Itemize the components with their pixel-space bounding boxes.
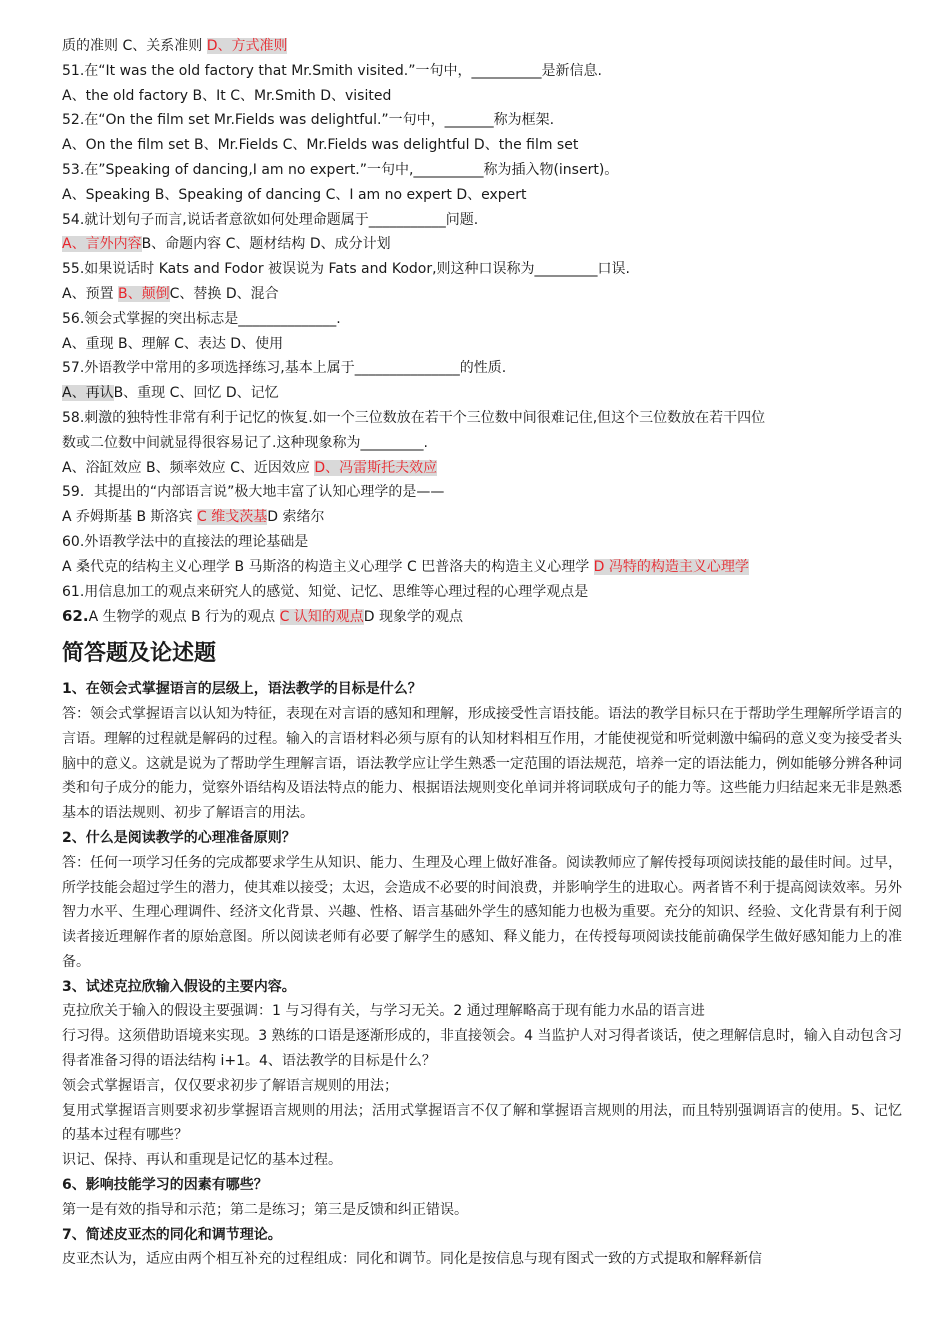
option-text: A、浴缸效应 B、频率效应 C、近因效应 (62, 459, 315, 476)
question-55-options (62, 282, 902, 307)
answer-1: 答：领会式掌握语言以认知为特征，表现在对言语的感知和理解，形成接受性言语技能。语法的教学目标只在于帮助学生理解所学语言的言语。理解的过程就是解码的过程。输入的言语材料必须与原有的认知材料相互作用，才能使视觉和听觉刺激中编码的意义变为接受者头脑中的意义。这就是说为了帮助学生理解言语，语法教学应让学生熟悉一定范围的语法规范，培养一定的语法能力，例如能够分辨各种词类和句子成分的能力，觉察外语结构及语法特点的能力、根据语法规则变化单词并将词联成句子的能力等。这些能力归结起来无非是熟悉基本的语法规则、初步了解语言的用法。 (62, 705, 902, 822)
option-text: A 生物学的观点 B 行为的观点 (88, 609, 280, 626)
answer-highlight: D、冯雷斯托夫效应 (314, 459, 438, 476)
question-55: 55.如果说话时 Kats and Fodor 被误说为 Fats and Kodor,则这种口误称为_________口误. (62, 261, 631, 278)
question-53: 53.在”Speaking of dancing,I am no expert.”一句中,__________称为插入物(insert)。 (62, 161, 619, 178)
answer-highlight: D、方式准则 (206, 38, 288, 54)
question-58-line1: 58.刺激的独特性非常有利于记忆的恢复.如一个三位数放在若干个三位数中间很难记住,但这个三位数放在若干四位 (62, 409, 766, 426)
question-52: 52.在“On the film set Mr.Fields was delightful.”一句中，_______称为框架. (62, 112, 555, 129)
option-text: 质的准则 C、关系准则 (62, 38, 207, 54)
answer-4-para: 复用式掌握语言则要求初步掌握语言规则的用法；活用式掌握语言不仅了解和掌握语言规则的用法，而且特别强调语言的使用。5、记忆的基本过程有哪些？ (62, 1102, 902, 1144)
option-text: A 乔姆斯基 B 斯洛宾 (62, 509, 197, 526)
option-text: C、替换 D、混合 (169, 285, 279, 302)
answer-2: 答：任何一项学习任务的完成都要求学生从知识、能力、生理及心理上做好准备。阅读教师应了解传授每项阅读技能的最佳时间。过早，所学技能会超过学生的潜力，使其难以接受；太迟，会造成不必要的时间浪费，并影响学生的进取心。两者皆不利于提高阅读效率。另外智力水平、生理心理调件、经济文化背景、兴趣、性格、语言基础外学生的感知能力也极为重要。充分的知识、经验、文化背景有利于阅读者接近理解作者的原始意图。所以阅读老师有必要了解学生的感知、释义能力，在传授每项阅读技能前确保学生做好感知能力上的准备。 (62, 854, 902, 970)
question-number: 62. (62, 607, 89, 626)
answer-7: 皮亚杰认为，适应由两个相互补充的过程组成：同化和调节。同化是按信息与现有图式一致的方式提取和解释新信 (62, 1251, 762, 1268)
question-52-options: A、On the film set B、Mr.Fields C、Mr.Fields was delightful D、the film set (62, 137, 579, 154)
option-text: D 现象学的观点 (363, 609, 464, 626)
answer-6: 第一是有效的指导和示范；第二是练习；第三是反馈和纠正错误。 (62, 1201, 468, 1218)
option-text: A、预置 (62, 285, 119, 302)
question-51-options: A、the old factory B、It C、Mr.Smith D、visited (62, 87, 392, 104)
answer-5-line: 识记、保持、再认和重现是记忆的基本过程。 (62, 1152, 342, 1169)
question-57: 57.外语教学中常用的多项选择练习,基本上属于_______________的性质. (62, 360, 507, 377)
option-text: B、重现 C、回忆 D、记忆 (113, 385, 279, 402)
question-58-line2: 数或二位数中间就显得很容易记了.这种现象称为_________. (62, 434, 428, 451)
question-54-options (62, 232, 902, 257)
answer-highlight: A、再认 (62, 385, 114, 402)
question-56-options: A、重现 B、理解 C、表达 D、使用 (62, 335, 284, 352)
answer-highlight: B、颠倒 (118, 285, 170, 302)
question-51: 51.在“It was the old factory that Mr.Smith visited.”一句中，__________是新信息. (62, 62, 602, 79)
option-text: D 索绪尔 (267, 509, 325, 526)
mcq-line-50-options (62, 34, 902, 59)
option-text: B、命题内容 C、题材结构 D、成分计划 (141, 236, 391, 253)
section-title: 简答题及论述题 (62, 641, 217, 667)
question-62-options (62, 604, 902, 629)
answer-4-line: 领会式掌握语言，仅仅要求初步了解语言规则的用法； (62, 1077, 398, 1094)
answer-highlight: A、言外内容 (62, 236, 142, 253)
question-61: 61.用信息加工的观点来研究人的感觉、知觉、记忆、思维等心理过程的心理学观点是 (62, 583, 589, 600)
question-58-options (62, 456, 902, 481)
short-question-3: 3、试述克拉欣输入假设的主要内容。 (62, 978, 296, 995)
short-question-7: 7、简述皮亚杰的同化和调节理论。 (62, 1226, 282, 1243)
answer-3-para: 行习得。这须借助语境来实现。3 熟练的口语是逐渐形成的，非直接领会。4 当监护人对习得者谈话，使之理解信息时，输入自动包含习得者准备习得的语法结构 i+1。4、语法教学的目标是什么？ (62, 1028, 902, 1070)
question-59: 59．其提出的“内部语言说”极大地丰富了认知心理学的是—— (62, 484, 445, 501)
question-57-options (62, 381, 902, 406)
question-53-options: A、Speaking B、Speaking of dancing C、I am no expert D、expert (62, 186, 527, 203)
short-question-1: 1、在领会式掌握语言的层级上，语法教学的目标是什么？ (62, 681, 422, 698)
question-59-options (62, 505, 902, 530)
option-text: A 桑代克的结构主义心理学 B 马斯洛的构造主义心理学 C 巴普洛夫的构造主义心理学 (62, 558, 594, 575)
question-56: 56.领会式掌握的突出标志是______________. (62, 310, 341, 327)
short-question-6: 6、影响技能学习的因素有哪些？ (62, 1177, 268, 1194)
answer-3-line1: 克拉欣关于输入的假设主要强调：1 与习得有关，与学习无关。2 通过理解略高于现有能力水品的语言进 (62, 1003, 705, 1020)
document-page (62, 34, 902, 1272)
answer-highlight: D 冯特的构造主义心理学 (593, 558, 749, 575)
answer-highlight: C 维戈茨基 (196, 509, 268, 526)
question-54: 54.就计划句子而言,说话者意欲如何处理命题属于___________问题. (62, 211, 479, 228)
answer-highlight: C 认知的观点 (279, 609, 364, 626)
question-60-options (62, 555, 902, 580)
short-question-2: 2、什么是阅读教学的心理准备原则？ (62, 829, 296, 846)
question-60: 60.外语教学法中的直接法的理论基础是 (62, 533, 309, 550)
